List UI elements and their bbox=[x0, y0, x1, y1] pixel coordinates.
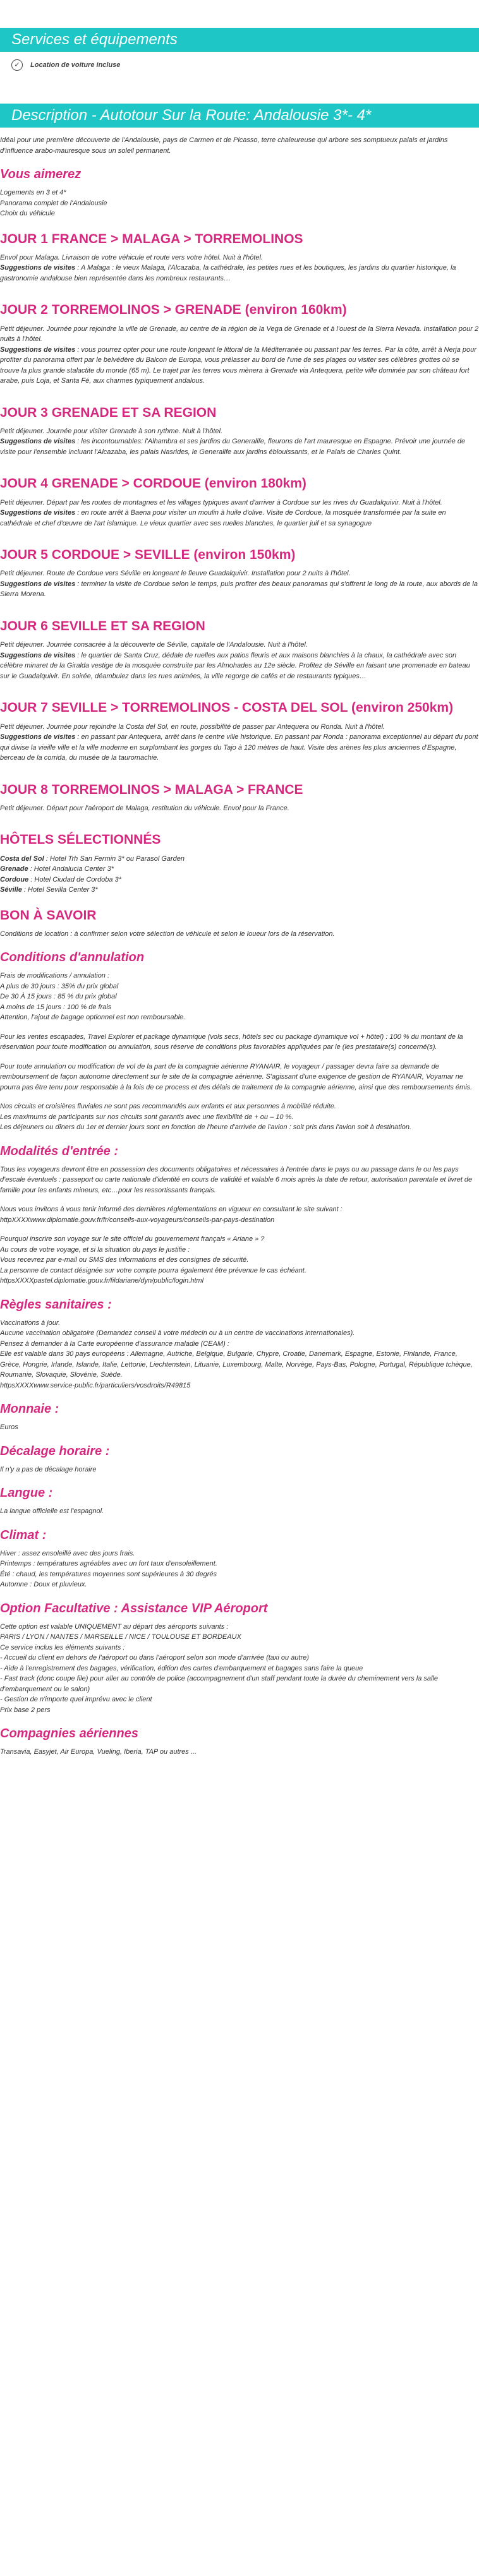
day-text: Petit déjeuner. Journée consacrée à la découverte de Séville, capitale de l'Andalousie. Nuit à l'hôtel. bbox=[0, 641, 308, 649]
day-paragraph bbox=[0, 508, 479, 529]
list-item: Printemps : températures agréables avec un fort taux d'ensoleillement. bbox=[0, 1560, 217, 1568]
vous-aimerez-list bbox=[0, 188, 479, 219]
conditions-list bbox=[0, 971, 479, 1023]
list-item: Prix base 2 pers bbox=[0, 1706, 51, 1714]
day-paragraph bbox=[0, 650, 479, 682]
day-paragraph bbox=[0, 324, 479, 345]
hotels-title: HÔTELS SÉLECTIONNÉS bbox=[0, 832, 161, 848]
day-title: JOUR 5 CORDOUE > SEVILLE (environ 150km) bbox=[0, 548, 296, 563]
list-item: PARIS / LYON / NANTES / MARSEILLE / NICE / TOULOUSE ET BORDEAUX bbox=[0, 1633, 241, 1641]
day-text: : A Malaga : le vieux Malaga, l'Alcazaba, la cathédrale, les petites rues et les boutiques, les jardins du quartier historique, la gastronomie andalouse bien représentée dans les nombreux restaurants… bbox=[0, 264, 456, 282]
sanitaires-list bbox=[0, 1318, 479, 1391]
day-text: : vous pourrez opter pour une route longeant le littoral de la Méditerranée ou passant par les terres. Par la côte, arrêt à Nerja pour profiter du panorama offert par le belvédère du Balcon de Europa, vous prélasser au bord de l'une de ses plages ou visiter ses célèbres grottes où se trouve la plus grande stalactite du monde (65 m). Le trajet par les terres vous mènera à Grenade via Antequera, petite ville dominée par son château fort arabe, puis Loja, et Santa Fé, aux charmes typiquement andalous. bbox=[0, 345, 476, 385]
hotel-item bbox=[0, 875, 479, 885]
day-paragraph bbox=[0, 263, 479, 284]
day-text: Petit déjeuner. Journée pour visiter Grenade à son rythme. Nuit à l'hôtel. bbox=[0, 427, 223, 435]
service-item bbox=[11, 59, 468, 71]
list-item: Logements en 3 et 4* bbox=[0, 189, 66, 196]
list-item: Cette option est valable UNIQUEMENT au départ des aéroports suivants : bbox=[0, 1622, 229, 1631]
langue-text: La langue officielle est l'espagnol. bbox=[0, 1507, 104, 1516]
day-text: : en route arrêt à Baena pour visiter un moulin à huile d'olive. Visite de Cordoue, la mosquée transformée par la suite en cathédrale et chef d'œuvre de l'art islamique. Le vieux quartier avec ses ruelles blanches, le quartier juif et sa synagogue bbox=[0, 509, 446, 527]
list-item: - Aide à l'enregistrement des bagages, vérification, édition des cartes d'embarquement et bagages sans faire la queue bbox=[0, 1664, 363, 1672]
sanitaires-title: Règles sanitaires : bbox=[0, 1297, 112, 1312]
day-paragraph bbox=[0, 345, 479, 386]
list-item: Vous recevrez par e-mail ou SMS des informations et des consignes de sécurité. bbox=[0, 1256, 249, 1264]
day-text: : les incontournables: l'Alhambra et ses jardins du Generalife, fleurons de l'art mauresque en Espagne. Prévoir une journée de visite pour l'ensemble incluant l'Alcazaba, les palais Nasrides, le Generalife aux jardins éblouissants, et le Palais de Charles Quint. bbox=[0, 438, 466, 456]
langue-title: Langue : bbox=[0, 1486, 53, 1501]
list-item: Pensez à demander à la Carte européenne d'assurance maladie (CEAM) : bbox=[0, 1339, 229, 1348]
list-item: Les déjeuners ou dîners du 1er et dernier jours sont en fonction de l'heure d'arrivée de l'avion : soit pris dans l'avion soit à destination. bbox=[0, 1123, 412, 1132]
list-item: A moins de 15 jours : 100 % de frais bbox=[0, 1003, 112, 1011]
hotel-city: Séville bbox=[0, 886, 22, 894]
description-banner: Description - Autotour Sur la Route: Andalousie 3*- 4* bbox=[0, 104, 479, 128]
hotel-name: : Hotel Andalucia Center 3* bbox=[28, 865, 114, 873]
modalites-p3 bbox=[0, 1234, 479, 1286]
option-title: Option Facultative : Assistance VIP Aéroport bbox=[0, 1601, 268, 1615]
hotel-name: : Hotel Sevilla Center 3* bbox=[21, 886, 98, 894]
day-paragraph bbox=[0, 426, 479, 437]
monnaie-title: Monnaie : bbox=[0, 1402, 59, 1417]
bon-a-savoir-title: BON À SAVOIR bbox=[0, 908, 97, 923]
hotel-name: : Hotel Trh San Fermin 3* ou Parasol Garden bbox=[44, 854, 185, 863]
day-text: Petit déjeuner. Départ par les routes de montagnes et les villages typiques avant d'arriver à Cordoue sur les rives du Guadalquivir. Nuit à l'hôtel. bbox=[0, 498, 442, 506]
day-text: Petit déjeuner. Route de Cordoue vers Séville en longeant le fleuve Guadalquivir. Installation pour 2 nuits à l'hôtel. bbox=[0, 570, 351, 578]
day-paragraph bbox=[0, 498, 479, 508]
list-item: - Accueil du client en dehors de l'aéroport ou dans l'aéroport selon son mode d'arrivée (taxi ou autre) bbox=[0, 1654, 309, 1662]
list-item: Les maximums de participants sur nos circuits sont garantis avec une flexibilité de + ou – 10 %. bbox=[0, 1113, 294, 1121]
list-item: Au cours de votre voyage, et si la situation du pays le justifie : bbox=[0, 1245, 190, 1254]
conditions-p3: Pour toute annulation ou modification de vol de la part de la compagnie aérienne RYANAIR, le voyageur / passager devra faire sa demande de remboursement de façon autonome directement sur le site de la compagnie aérienne. S'agissant d'une exigence de gestion de RYANAIR, Voyamar ne pourra pas être tenu pour responsable à la fois de ce process et des délais de traitement de la compagnie aérienne, ainsi que des remboursements émis. bbox=[0, 1062, 473, 1091]
list-item: Hiver : assez ensoleillé avec des jours frais. bbox=[0, 1549, 135, 1557]
compagnies-text: Transavia, Easyjet, Air Europa, Vueling, Iberia, TAP ou autres ... bbox=[0, 1748, 197, 1756]
list-item: Pourquoi inscrire son voyage sur le site officiel du gouvernement français « Ariane » ? bbox=[0, 1235, 265, 1243]
day-text: Petit déjeuner. Journée pour rejoindre la ville de Grenade, au centre de la région de la Vega de Grenade et à l'ouest de la Sierra Nevada. Installation pour 2 nuits à l'hôtel. bbox=[0, 325, 479, 344]
hotel-item bbox=[0, 864, 479, 875]
link-text: httpsXXXXwww.service-public.fr/particuliers/vosdroits/R49815 bbox=[0, 1381, 191, 1389]
list-item: Été : chaud, les températures moyennes sont supérieures à 30 degrés bbox=[0, 1570, 217, 1578]
modalites-p2: Nous vous invitons à vous tenir informé des dernières réglementations en vigueur en consultant le site suivant : httpXXXXwww.diplomatie.gouv.fr/fr/conseils-aux-voyageurs/conseils-par-pays-destination bbox=[0, 1206, 343, 1224]
day-title: JOUR 1 FRANCE > MALAGA > TORREMOLINOS bbox=[0, 231, 303, 246]
hotel-city: Cordoue bbox=[0, 875, 29, 884]
conditions-p2: Pour les ventes escapades, Travel Explorer et package dynamique (vols secs, hôtels sec ou package dynamique vol + hôtel) : 100 % du montant de la réservation pour toute modification ou annulation, sous réserve de conditions plus favorables appliquées par le (les prestataire(s) concerné(s). bbox=[0, 1033, 463, 1051]
suggestions-label: Suggestions de visites bbox=[0, 345, 76, 354]
day-paragraph bbox=[0, 568, 479, 579]
list-item: Elle est valable dans 30 pays européens : Allemagne, Autriche, Belgique, Bulgarie, Chypre, Croatie, Danemark, Espagne, Estonie, Finlande, France, Grèce, Hongrie, Irlande, Islande, Italie, Lettonie, Liechtenstein, Lituanie, Luxembourg, Malte, Norvège, Pays-Bas, Pologne, Portugal, République tchèque, Roumanie, Slovaquie, Slovénie, Suède. bbox=[0, 1350, 473, 1379]
day-title: JOUR 7 SEVILLE > TORREMOLINOS - COSTA DEL SOL (environ 250km) bbox=[0, 700, 454, 716]
hotel-city: Grenade bbox=[0, 865, 28, 873]
climat-list bbox=[0, 1549, 479, 1590]
suggestions-label: Suggestions de visites bbox=[0, 264, 76, 272]
hotel-item bbox=[0, 854, 479, 865]
list-item: Ce service inclus les éléments suivants : bbox=[0, 1643, 125, 1651]
hotel-name: : Hotel Ciudad de Cordoba 3* bbox=[28, 875, 121, 884]
day-text: Envol pour Malaga. Livraison de votre véhicule et route vers votre hôtel. Nuit à l'hôtel. bbox=[0, 253, 264, 261]
day-text: : en passant par Antequera, arrêt dans le centre ville historique. En passant par Ronda : panorama exceptionnel au départ du pont qui divise la vieille ville et la ville moderne en surplombant les gorges du Tajo à 120 mètres de haut. Visite des arènes les plus anciennes d'Espagne, berceau de la corrida, du musée de la tauromachie. bbox=[0, 733, 478, 762]
bon-a-savoir-text: Conditions de location : à confirmer selon votre sélection de véhicule et selon le loueur lors de la réservation. bbox=[0, 930, 335, 938]
list-item: Panorama complet de l'Andalousie bbox=[0, 199, 107, 207]
day-paragraph bbox=[0, 640, 479, 650]
day-title: JOUR 3 GRENADE ET SA REGION bbox=[0, 405, 217, 420]
conditions-title: Conditions d'annulation bbox=[0, 950, 145, 965]
services-banner: Services et équipements bbox=[0, 28, 479, 52]
link-text: httpsXXXXpastel.diplomatie.gouv.fr/fildariane/dyn/public/login.html bbox=[0, 1277, 204, 1285]
list-item: Nos circuits et croisières fluviales ne sont pas recommandés aux enfants et aux personnes à mobilité réduite. bbox=[0, 1103, 336, 1111]
suggestions-label: Suggestions de visites bbox=[0, 438, 76, 446]
day-paragraph bbox=[0, 803, 479, 814]
modalites-title: Modalités d'entrée : bbox=[0, 1144, 119, 1158]
day-text: : le quartier de Santa Cruz, dédale de ruelles aux patios fleuris et aux maisons blanchies à la chaux, la cathédrale avec son célèbre minaret de la Giralda vestige de la mosquée construite par les Almohades au 12e siècle. Profitez de Séville en faisant une promenade en bateau sur le Guadalquivir. En soirée, déambulez dans les rues animées, la ville regorge de cafés et de restaurants typiques… bbox=[0, 651, 470, 680]
modalites-p1: Tous les voyageurs devront être en possession des documents obligatoires et nécessaires à l'entrée dans le pays ou au passage dans le ou les pays d'escale éventuels : passeport ou carte nationale d'identité en cours de validité et valable 6 mois après la date de retour, autorisation parentale et livret de famille pour les enfants mineurs, etc…pour les ressortissants français. bbox=[0, 1165, 473, 1194]
day-title: JOUR 6 SEVILLE ET SA REGION bbox=[0, 618, 205, 633]
decalage-text: Il n'y a pas de décalage horaire bbox=[0, 1465, 97, 1473]
list-item: Attention, l'ajout de bagage optionnel est non remboursable. bbox=[0, 1014, 186, 1022]
suggestions-label: Suggestions de visites bbox=[0, 509, 76, 517]
day-paragraph bbox=[0, 579, 479, 600]
suggestions-label: Suggestions de visites bbox=[0, 580, 76, 588]
day-title: JOUR 2 TORREMOLINOS > GRENADE (environ 160km) bbox=[0, 303, 347, 318]
hotel-city: Costa del Sol bbox=[0, 854, 44, 863]
suggestions-label: Suggestions de visites bbox=[0, 733, 76, 741]
day-paragraph bbox=[0, 722, 479, 733]
hotels-list bbox=[0, 854, 479, 896]
day-text: Petit déjeuner. Départ pour l'aéroport de Malaga, restitution du véhicule. Envol pour la France. bbox=[0, 804, 289, 812]
climat-title: Climat : bbox=[0, 1528, 47, 1542]
list-item: - Gestion de n'importe quel imprévu avec le client bbox=[0, 1696, 152, 1704]
list-item: Automne : Doux et pluvieux. bbox=[0, 1581, 87, 1589]
day-title: JOUR 4 GRENADE > CORDOUE (environ 180km) bbox=[0, 476, 306, 491]
decalage-title: Décalage horaire : bbox=[0, 1444, 110, 1458]
day-text: : terminer la visite de Cordoue selon le temps, puis profiter des beaux panoramas qui s'offrent le long de la route, aux abords de la Sierra Morena. bbox=[0, 580, 478, 599]
day-paragraph bbox=[0, 732, 479, 764]
list-item: Aucune vaccination obligatoire (Demandez conseil à votre médecin ou à un centre de vaccinations internationales). bbox=[0, 1329, 355, 1338]
suggestions-label: Suggestions de visites bbox=[0, 651, 76, 659]
option-list bbox=[0, 1622, 479, 1716]
list-item: A plus de 30 jours : 35% du prix global bbox=[0, 982, 119, 990]
list-item: Vaccinations à jour. bbox=[0, 1319, 61, 1327]
itinerary bbox=[0, 231, 479, 820]
list-item: La personne de contact désignée sur votre compte pourra également être prévenue le cas échéant. bbox=[0, 1266, 306, 1274]
conditions-p4 bbox=[0, 1101, 479, 1133]
monnaie-text: Euros bbox=[0, 1423, 18, 1432]
intro-text: Idéal pour une première découverte de l'Andalousie, pays de Carmen et de Picasso, terre chaleureuse qui arbore ses somptueux palais et jardins d'influence arabo-mauresque sous un soleil permanent. bbox=[0, 136, 448, 155]
hotel-item bbox=[0, 885, 479, 896]
day-title: JOUR 8 TORREMOLINOS > MALAGA > FRANCE bbox=[0, 782, 303, 797]
day-paragraph bbox=[0, 436, 479, 457]
service-label: Location de voiture incluse bbox=[30, 61, 121, 69]
list-item: Frais de modifications / annulation : bbox=[0, 972, 110, 980]
check-circle-icon: ✓ bbox=[11, 59, 23, 71]
list-item: - Fast track (donc coupe file) pour aller au contrôle de police (accompagnement d'un staff pendant toute la durée du cheminement vers la salle d'embarquement ou le salon) bbox=[0, 1675, 439, 1693]
day-paragraph bbox=[0, 253, 479, 263]
compagnies-title: Compagnies aériennes bbox=[0, 1727, 138, 1741]
day-text: Petit déjeuner. Journée pour rejoindre la Costa del Sol, en route, possibilité de passer par Antequera ou Ronda. Nuit à l'hôtel. bbox=[0, 722, 385, 731]
list-item: De 30 À 15 jours : 85 % du prix global bbox=[0, 993, 117, 1001]
list-item: Choix du véhicule bbox=[0, 210, 55, 217]
vous-aimerez-title: Vous aimerez bbox=[0, 167, 82, 181]
